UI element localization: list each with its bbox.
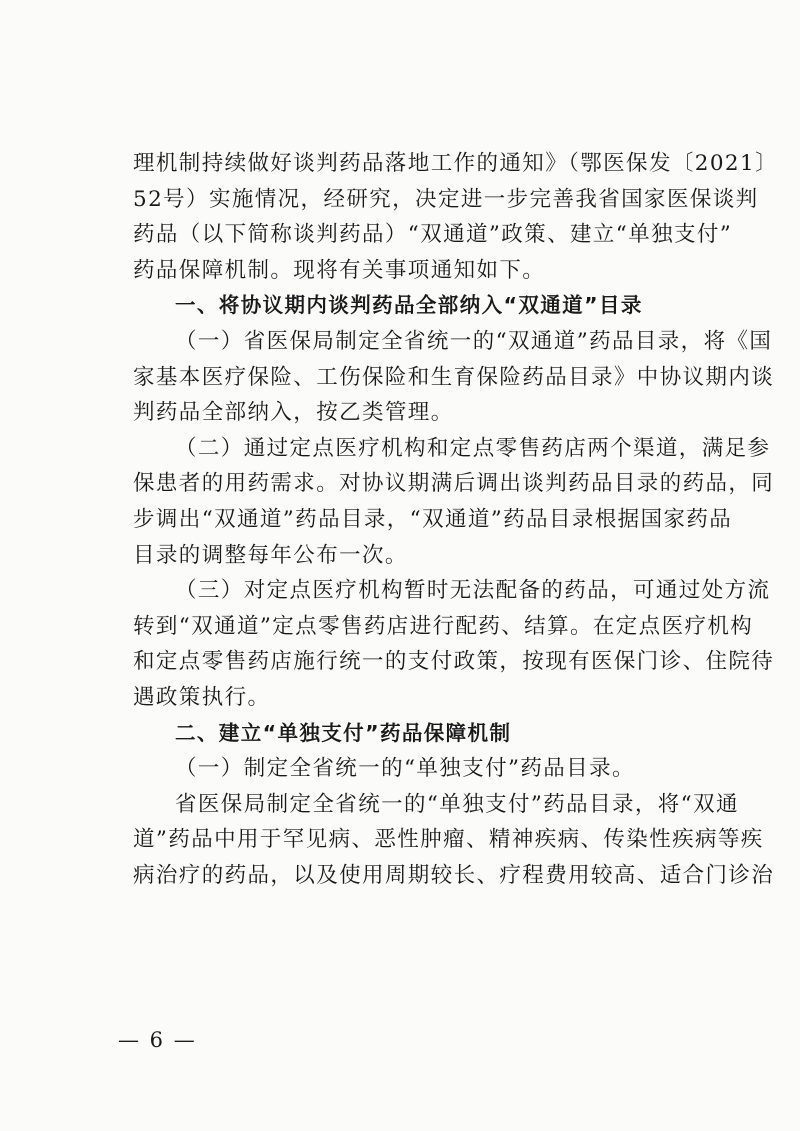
item-2-line: 步调出“双通道”药品目录，“双通道”药品目录根据国家药品 (133, 506, 733, 532)
text-line: 理机制持续做好谈判药品落地工作的通知》（鄂医保发〔2021〕 (133, 151, 778, 176)
text-line: 52号）实施情况，经研究，决定进一步完善我省国家医保谈判 (133, 186, 759, 212)
item-3-line: 遇政策执行。 (133, 684, 271, 710)
section-2-paragraph-line: 病治疗的药品，以及使用周期较长、疗程费用较高、适合门诊治 (133, 862, 775, 888)
page-number: — 6 — (118, 1028, 197, 1052)
item-2-line: 保患者的用药需求。对协议期满后调出谈判药品目录的药品，同 (133, 471, 775, 497)
section-heading-2: 二、建立“单独支付”药品保障机制 (175, 720, 512, 745)
text-line: 药品保障机制。现将有关事项通知如下。 (133, 257, 546, 283)
item-3-line: 和定点零售药店施行统一的支付政策，按现有医保门诊、住院待 (133, 649, 775, 675)
item-3-line: （三）对定点医疗机构暂时无法配备的药品，可通过处方流 (175, 578, 771, 604)
item-2-line: （二）通过定点医疗机构和定点零售药店两个渠道，满足参 (175, 435, 771, 461)
text-line: 药品（以下简称谈判药品）“双通道”政策、建立“单独支付” (133, 222, 733, 248)
item-3-line: 转到“双通道”定点零售药店进行配药、结算。在定点医疗机构 (133, 613, 754, 639)
item-1-line: 判药品全部纳入，按乙类管理。 (133, 400, 454, 426)
section-2-paragraph-line: 道”药品中用于罕见病、恶性肿瘤、精神疾病、传染性疾病等疾 (133, 827, 764, 853)
item-1-line: 家基本医疗保险、工伤保险和生育保险药品目录》中协议期内谈 (133, 364, 775, 390)
item-2-line: 目录的调整每年公布一次。 (133, 542, 408, 568)
section-2-paragraph-line: 省医保局制定全省统一的“单独支付”药品目录，将“双通 (175, 791, 739, 817)
document-body (133, 146, 778, 893)
item-1-line: （一）省医保局制定全省统一的“双通道”药品目录，将《国 (175, 328, 773, 354)
section-2-item-1: （一）制定全省统一的“单独支付”药品目录。 (175, 756, 635, 782)
section-heading-1: 一、将协议期内谈判药品全部纳入“双通道”目录 (175, 293, 643, 318)
